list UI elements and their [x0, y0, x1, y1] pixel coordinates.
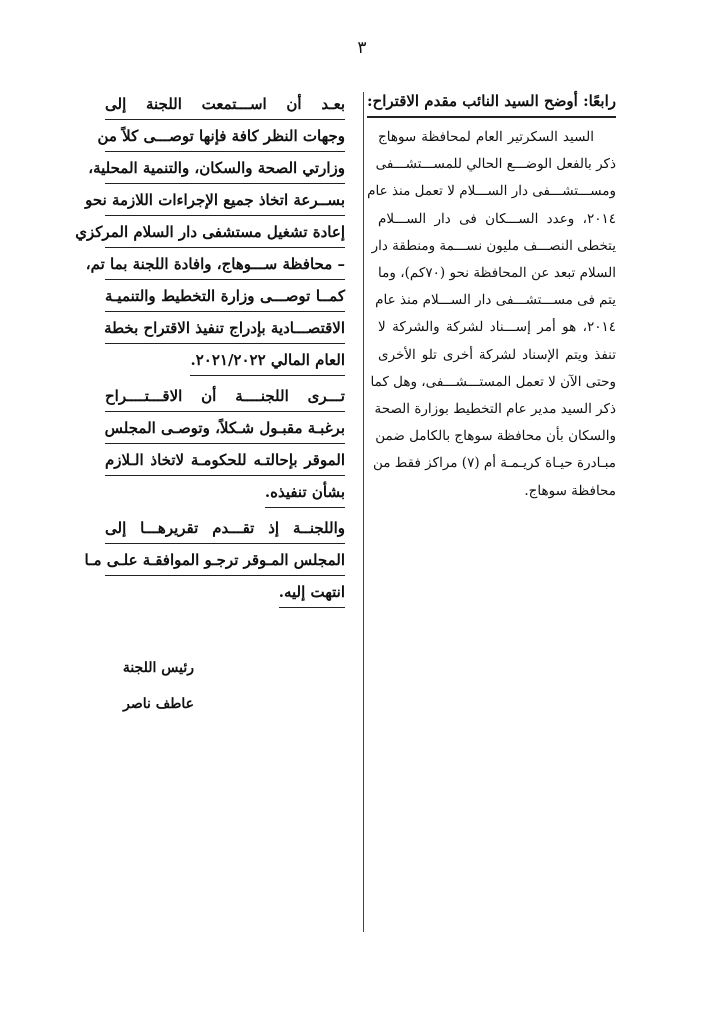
underlined-line: انتهت إليه. — [279, 576, 345, 608]
underlined-line: – محافظة ســـوهاج، وافادة اللجنة بما تم، — [105, 248, 345, 280]
underlined-line: بســرعة اتخاذ جميع الإجراءات اللازمة نحو — [105, 184, 345, 216]
underlined-line: واللجنــة إذ تقـــدم تقريرهـــا إلى — [105, 512, 345, 544]
closing-paragraph — [84, 512, 345, 608]
paragraph-line: يتخطى النصـــف مليون نســـمة ومنطقة دار — [371, 237, 616, 254]
paragraph-line: ومســـتشـــفى دار الســـلام لا تعمل منذ عام — [367, 183, 616, 200]
signature-block — [123, 650, 194, 722]
underlined-line: بعـد أن اســـتمعت اللجنة إلى — [105, 88, 345, 120]
right-column — [367, 88, 616, 505]
paragraph-line: مبـادرة حيـاة كريـمـة أم (٧) مراكز فقط من — [373, 455, 616, 472]
committee-chair-name: عاطف ناصر — [123, 696, 194, 712]
underlined-line: كمــا توصـــى وزارة التخطيط والتنميـة — [105, 280, 345, 312]
underlined-line: إعادة تشغيل مستشفى دار السلام المركزي — [105, 216, 345, 248]
page-number: ٣ — [357, 38, 367, 58]
underlined-line: برغبـة مقبـول شـكلاً، وتوصـى المجلس — [105, 412, 345, 444]
column-divider — [363, 92, 364, 932]
paragraph-line: ذكر السيد مدير عام التخطيط بوزارة الصحة — [374, 401, 616, 418]
underlined-line: بشأن تنفيذه. — [265, 476, 345, 508]
underlined-line: وجهات النظر كافة فإنها توصـــى كلاً من — [105, 120, 345, 152]
paragraph-line: السلام تبعد عن المحافظة نحو (٧٠كم)، وما — [378, 265, 616, 282]
paragraph-line: ٢٠١٤، وعدد الســـكان فى دار الســـلام — [378, 210, 616, 227]
underlined-line: تـــرى اللجنــــة أن الاقـــتــــراح — [105, 380, 345, 412]
paragraph-line: تنفذ ويتم الإسناد لشركة أخرى تلو الأخرى — [378, 346, 616, 363]
paragraph-line: يتم فى مســـتشـــفى دار الســـلام منذ عام — [375, 292, 616, 309]
underlined-line: الموقر بإحالتـه للحكومـة لاتخاذ الـلازم — [105, 444, 345, 476]
paragraph-line: وحتى الآن لا تعمل المستـــشـــفى، وهل كما — [370, 373, 616, 390]
committee-chair-title: رئيس اللجنة — [122, 660, 194, 676]
committee-opinion-paragraph — [105, 380, 345, 508]
paragraph-line: ٢٠١٤، هو أمر إســـناد لشركة والشركة لا — [378, 319, 616, 336]
section-heading: رابعًا: أوضح السيد النائب مقدم الاقتراح: — [367, 88, 616, 118]
paragraph-line: ذكر بالفعل الوضـــع الحالي للمســـتشـــفى — [375, 156, 616, 173]
underlined-line: الاقتصـــادية بإدراج تنفيذ الاقتراح بخطة — [105, 312, 345, 344]
paragraph-line: محافظة سوهاج. — [524, 482, 616, 499]
underlined-line: المجلس المـوقر ترجـو الموافقـة علـى مـا — [105, 544, 345, 576]
right-paragraph — [367, 124, 616, 505]
paragraph-line: السيد السكرتير العام لمحافظة سوهاج — [378, 129, 594, 145]
paragraph-line: والسكان بأن محافظة سوهاج بالكامل ضمن — [375, 428, 616, 445]
underlined-line: وزارتي الصحة والسكان، والتنمية المحلية، — [105, 152, 345, 184]
recommendation-paragraph — [75, 88, 345, 376]
left-column — [75, 88, 345, 608]
underlined-line: العام المالي ٢٠٢١/٢٠٢٢. — [190, 344, 345, 376]
